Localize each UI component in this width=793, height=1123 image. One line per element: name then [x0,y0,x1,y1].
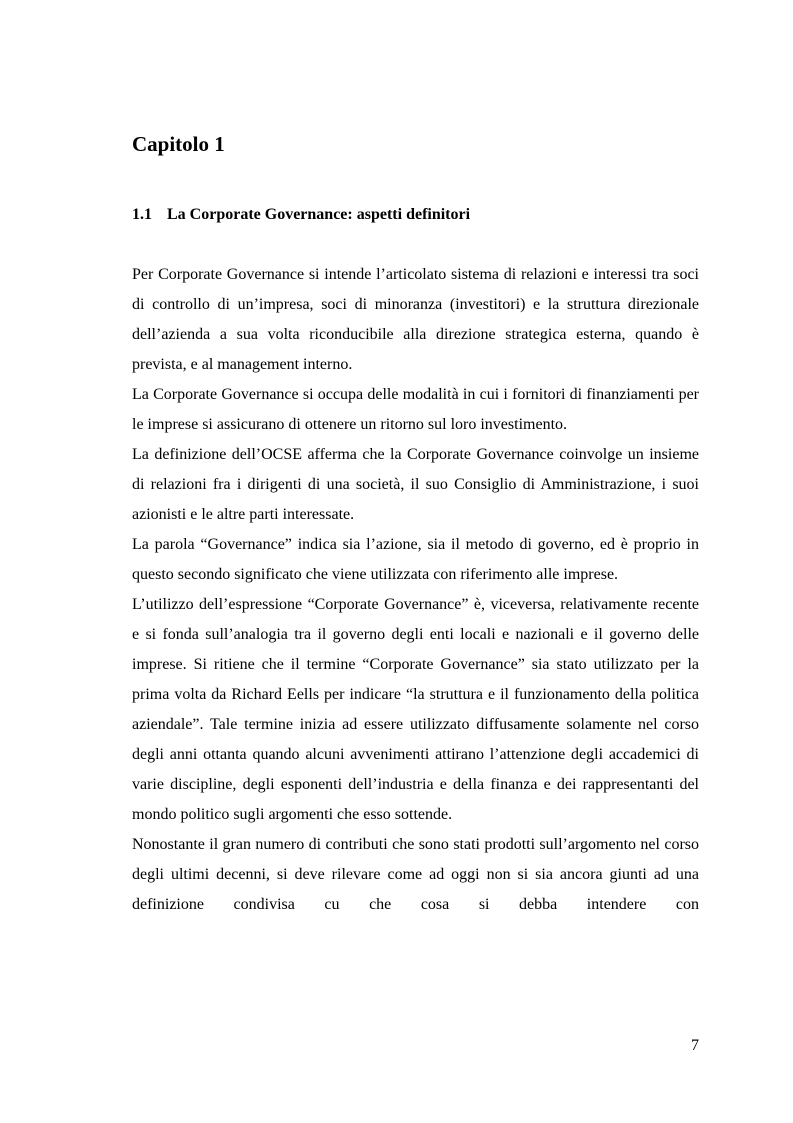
body-text [132,260,699,920]
paragraph: La definizione dell’OCSE afferma che la Corporate Governance coinvolge un insieme di relazioni fra i dirigenti di una società, il suo Consiglio di Amministrazione, i suoi azionisti e le altre parti interessate. [132,446,699,523]
section-number: 1.1 [132,206,152,223]
section-heading [132,203,470,227]
page-number: 7 [691,1037,699,1054]
paragraph: La parola “Governance” indica sia l’azione, sia il metodo di governo, ed è proprio in questo secondo significato che viene utilizzata con riferimento alle imprese. [132,536,699,583]
chapter-title: Capitolo 1 [132,132,225,156]
paragraph: Nonostante il gran numero di contributi che sono stati prodotti sull’argomento nel corso degli ultimi decenni, si deve rilevare come ad oggi non si sia ancora giunti ad una definizione condivisa cu che cosa si debba intendere con [132,836,699,913]
paragraph: Per Corporate Governance si intende l’articolato sistema di relazioni e interessi tra soci di controllo di un’impresa, soci di minoranza (investitori) e la struttura direzionale dell’azienda a sua volta riconducibile alla direzione strategica esterna, quando è prevista, e al management interno. [132,266,699,373]
paragraph: L’utilizzo dell’espressione “Corporate Governance” è, viceversa, relativamente recente e si fonda sull’analogia tra il governo degli enti locali e nazionali e il governo delle imprese. Si ritiene che il termine “Corporate Governance” sia stato utilizzato per la prima volta da Richard Eells per indicare “la struttura e il funzionamento della politica aziendale”. Tale termine inizia ad essere utilizzato diffusamente solamente nel corso degli anni ottanta quando alcuni avvenimenti attirano l’attenzione degli accademici di varie discipline, degli esponenti dell’industria e della finanza e dei rappresentanti del mondo politico sugli argomenti che esso sottende. [132,596,699,823]
paragraph: La Corporate Governance si occupa delle modalità in cui i fornitori di finanziamenti per le imprese si assicurano di ottenere un ritorno sul loro investimento. [132,386,699,433]
section-title: La Corporate Governance: aspetti definitori [167,206,471,223]
